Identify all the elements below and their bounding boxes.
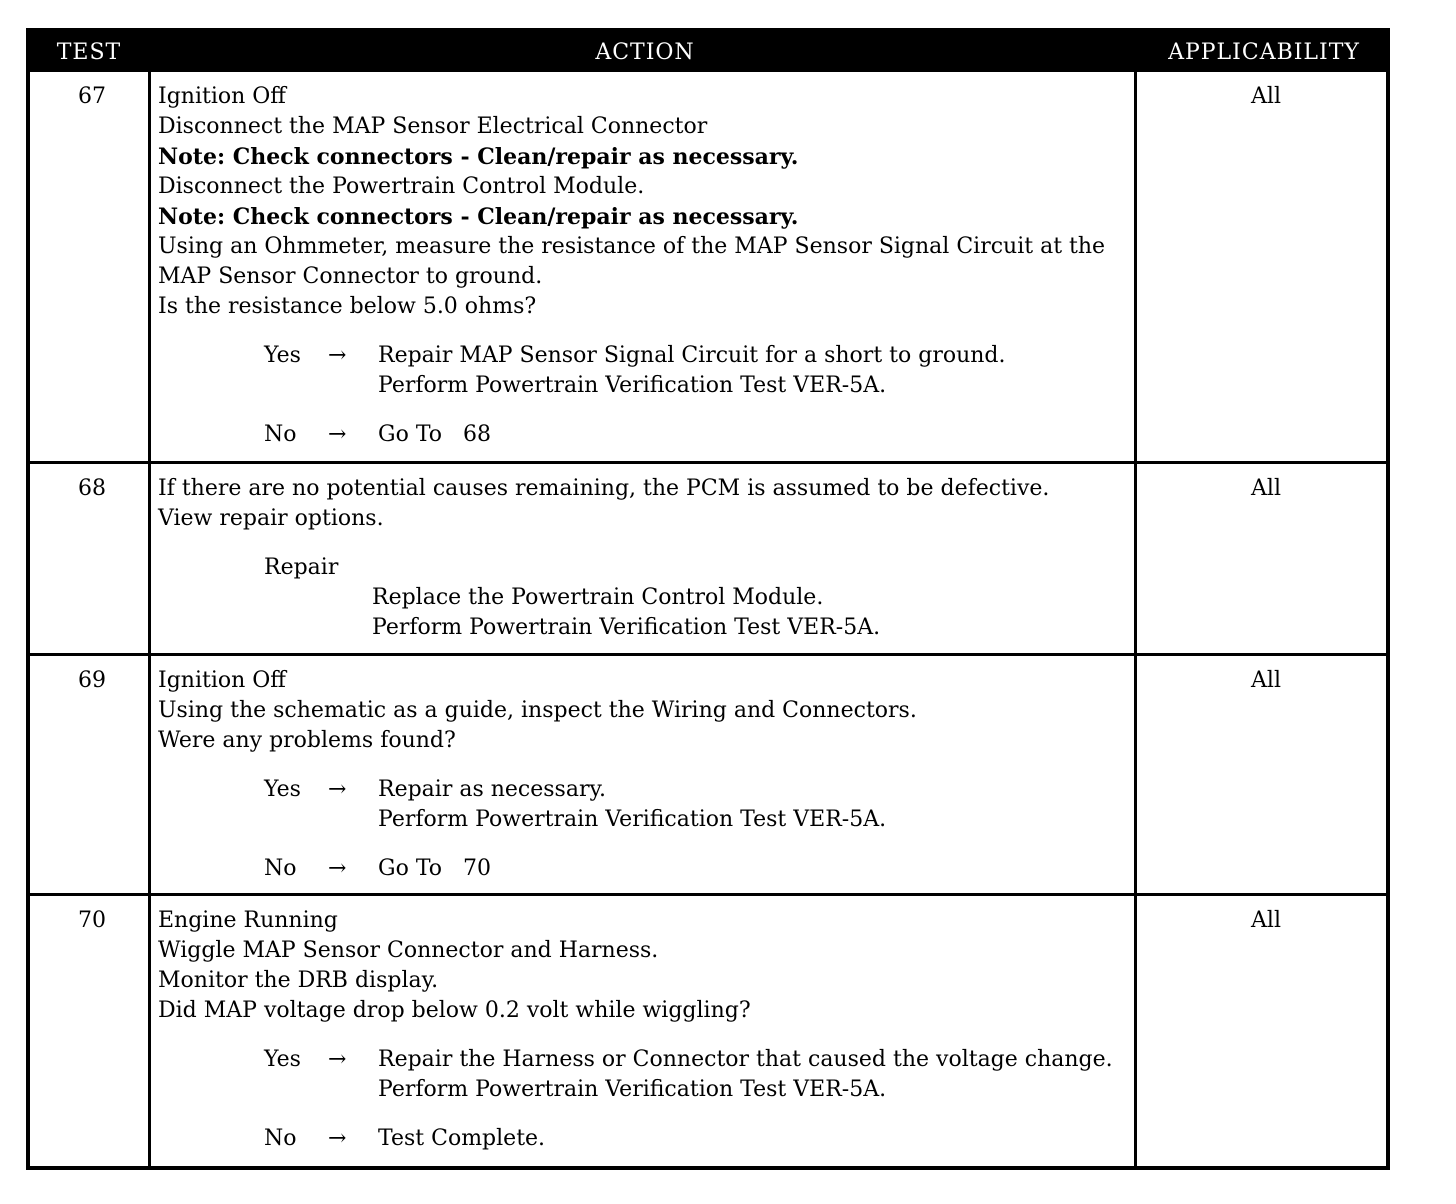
table-row (30, 72, 1386, 461)
applicability: All (1251, 668, 1281, 693)
action-line: Using the schematic as a guide, inspect the Wiring and Connectors. (158, 698, 917, 723)
table-row (30, 464, 1386, 653)
yes-result: Perform Powertrain Verification Test VER-5A. (378, 373, 887, 398)
action-question: Is the resistance below 5.0 ohms? (158, 294, 537, 319)
no-result: Go To 68 (378, 422, 491, 447)
yes-result: Perform Powertrain Verification Test VER-5A. (378, 1077, 887, 1102)
action-line: Engine Running (158, 908, 338, 933)
yes-option-continued (158, 1075, 1138, 1105)
table-row (30, 656, 1386, 893)
yes-option-continued (158, 805, 1138, 835)
applicability: All (1251, 84, 1281, 109)
action-cell (158, 474, 1138, 643)
repair-label: Repair (264, 555, 339, 580)
arrow-icon: → (328, 422, 347, 447)
test-number: 69 (78, 668, 106, 693)
applicability: All (1251, 476, 1281, 501)
header-test: TEST (56, 40, 122, 65)
arrow-icon: → (328, 856, 347, 881)
repair-step: Perform Powertrain Verification Test VER-5A. (372, 615, 881, 640)
no-result: Test Complete. (378, 1126, 546, 1151)
action-note: Note: Check connectors - Clean/repair as necessary. (158, 144, 799, 170)
table-row (30, 896, 1386, 1170)
action-line: Monitor the DRB display. (158, 968, 439, 993)
action-line: Using an Ohmmeter, measure the resistance of the MAP Sensor Signal Circuit at the (158, 234, 1106, 259)
arrow-icon: → (328, 1047, 347, 1072)
no-option (158, 854, 1138, 884)
arrow-icon: → (328, 1126, 347, 1151)
action-line: Disconnect the MAP Sensor Electrical Connector (158, 114, 708, 139)
action-cell (158, 906, 1138, 1154)
test-number: 67 (78, 84, 106, 109)
test-number: 68 (78, 476, 106, 501)
no-label: No (264, 422, 297, 447)
action-line: View repair options. (158, 506, 384, 531)
table-header (30, 32, 1386, 72)
arrow-icon: → (328, 343, 347, 368)
action-line: Disconnect the Powertrain Control Module. (158, 174, 645, 199)
yes-result: Repair MAP Sensor Signal Circuit for a short to ground. (378, 343, 1006, 368)
action-cell (158, 82, 1138, 450)
action-line: Ignition Off (158, 668, 286, 693)
yes-result: Repair the Harness or Connector that caused the voltage change. (378, 1047, 1113, 1072)
action-cell (158, 666, 1138, 884)
action-line: If there are no potential causes remaining, the PCM is assumed to be defective. (158, 476, 1050, 501)
no-label: No (264, 856, 297, 881)
yes-option (158, 1045, 1138, 1075)
test-number: 70 (78, 908, 106, 933)
arrow-icon: → (328, 777, 347, 802)
no-option (158, 420, 1138, 450)
yes-label: Yes (264, 343, 301, 368)
yes-result: Repair as necessary. (378, 777, 606, 802)
header-action: ACTION (595, 40, 695, 65)
yes-result: Perform Powertrain Verification Test VER-5A. (378, 807, 887, 832)
no-label: No (264, 1126, 297, 1151)
yes-label: Yes (264, 777, 301, 802)
no-option (158, 1124, 1138, 1154)
yes-option (158, 775, 1138, 805)
diagnostic-table (26, 28, 1390, 1170)
yes-option (158, 341, 1138, 371)
yes-option-continued (158, 371, 1138, 401)
action-question: Did MAP voltage drop below 0.2 volt while wiggling? (158, 998, 751, 1023)
applicability: All (1251, 908, 1281, 933)
header-applicability: APPLICABILITY (1168, 40, 1360, 65)
no-result: Go To 70 (378, 856, 491, 881)
action-question: Were any problems found? (158, 728, 456, 753)
yes-label: Yes (264, 1047, 301, 1072)
action-note: Note: Check connectors - Clean/repair as necessary. (158, 204, 799, 230)
action-line: MAP Sensor Connector to ground. (158, 264, 543, 289)
action-line: Ignition Off (158, 84, 286, 109)
repair-step: Replace the Powertrain Control Module. (372, 585, 824, 610)
action-line: Wiggle MAP Sensor Connector and Harness. (158, 938, 659, 963)
